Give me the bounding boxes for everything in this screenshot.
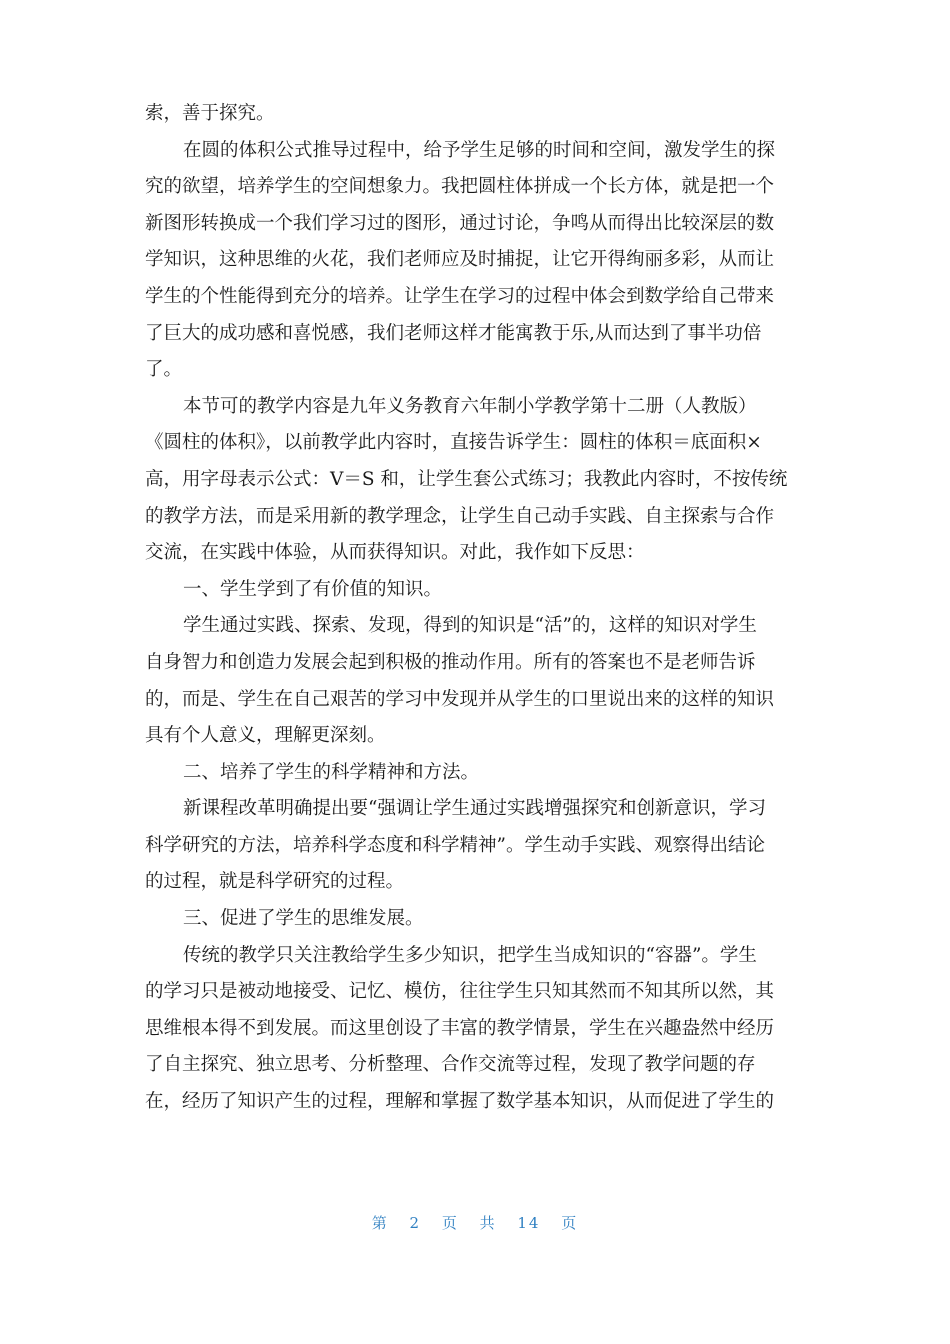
text-line: 了。: [145, 359, 183, 381]
text-line: 学知识，这种思维的火花，我们老师应及时捕捉，让它开得绚丽多彩，从而让: [145, 249, 775, 271]
text-line: 科学研究的方法，培养科学态度和科学精神”。学生动手实践、观察得出结论: [145, 834, 765, 856]
page-number-footer: 第 2 页 共 14 页: [371, 1214, 579, 1232]
text-line: 传统的教学只关注教给学生多少知识，把学生当成知识的“容器”。学生: [183, 944, 757, 966]
text-line: 学生的个性能得到充分的培养。让学生在学习的过程中体会到数学给自己带来: [145, 285, 775, 307]
text-line: 《圆柱的体积》，以前教学此内容时，直接告诉学生：圆柱的体积＝底面积×: [145, 432, 762, 454]
text-line: 学生通过实践、探索、发现，得到的知识是“活”的，这样的知识对学生: [183, 615, 757, 637]
text-line: 三、促进了学生的思维发展。: [183, 908, 424, 930]
document-body: [145, 96, 805, 1121]
text-line: 高，用字母表示公式：V＝S 和，让学生套公式练习；我教此内容时，不按传统: [145, 468, 788, 490]
text-line: 的，而是、学生在自己艰苦的学习中发现并从学生的口里说出来的这样的知识: [145, 688, 775, 710]
text-line: 在，经历了知识产生的过程，理解和掌握了数学基本知识，从而促进了学生的: [145, 1091, 775, 1113]
text-line: 的教学方法，而是采用新的教学理念，让学生自己动手实践、自主探索与合作: [145, 505, 775, 527]
text-line: 思维根本得不到发展。而这里创设了丰富的教学情景，学生在兴趣盎然中经历: [145, 1017, 775, 1039]
text-line: 交流，在实践中体验，从而获得知识。对此，我作如下反思：: [145, 542, 645, 564]
text-line: 了巨大的成功感和喜悦感，我们老师这样才能寓教于乐,从而达到了事半功倍: [145, 322, 762, 344]
text-line: 自身智力和创造力发展会起到积极的推动作用。所有的答案也不是老师告诉: [145, 651, 756, 673]
text-line: 在圆的体积公式推导过程中，给予学生足够的时间和空间，激发学生的探: [183, 139, 776, 161]
text-line: 二、培养了学生的科学精神和方法。: [183, 761, 480, 783]
text-line: 一、学生学到了有价值的知识。: [183, 578, 443, 600]
text-line: 究的欲望，培养学生的空间想象力。我把圆柱体拼成一个长方体，就是把一个: [145, 176, 775, 198]
text-line: 的过程，就是科学研究的过程。: [145, 871, 405, 893]
text-line: 了自主探究、独立思考、分析整理、合作交流等过程，发现了教学问题的存: [145, 1054, 756, 1076]
text-line: 具有个人意义，理解更深刻。: [145, 725, 386, 747]
text-line: 新图形转换成一个我们学习过的图形，通过讨论，争鸣从而得出比较深层的数: [145, 212, 775, 234]
text-line: 的学习只是被动地接受、记忆、模仿，往往学生只知其然而不知其所以然，其: [145, 981, 775, 1003]
text-line: 新课程改革明确提出要“强调让学生通过实践增强探究和创新意识，学习: [183, 798, 766, 820]
text-line: 本节可的教学内容是九年义务教育六年制小学教学第十二册（人教版）: [183, 395, 757, 417]
text-line: 索，善于探究。: [145, 103, 275, 124]
